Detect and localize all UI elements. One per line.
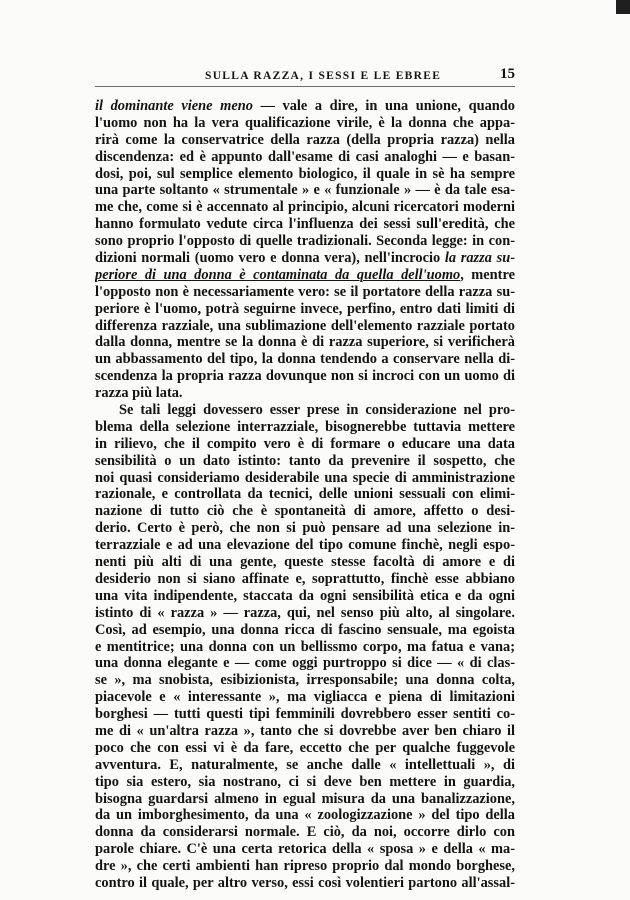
text-segment: un abbassamento del tipo, la donna tendendo a conservare nella di- xyxy=(95,351,515,368)
text-segment: blema della selezione interrazziale, bisognerebbe tuttavia mettere xyxy=(95,418,515,435)
text-line xyxy=(95,706,515,723)
text-line xyxy=(95,351,515,368)
text-line xyxy=(95,605,515,622)
italic-text-segment: periore di una donna è contaminata da quella dell'uomo xyxy=(95,266,461,283)
text-line xyxy=(95,639,515,656)
text-segment: scendenza la propria razza dovunque non si incroci con un uomo di xyxy=(95,368,515,385)
text-segment: dalla donna, mentre se la donna è di razza superiore, si verificherà xyxy=(95,334,515,351)
text-segment: contro il quale, per altro verso, essi così volentieri partono all'assal- xyxy=(95,874,515,891)
text-line xyxy=(95,419,515,436)
text-segment: rirà come la conservatrice della razza (della propria razza) nella xyxy=(95,131,515,148)
text-line xyxy=(95,757,515,774)
text-line xyxy=(95,368,515,385)
text-line xyxy=(95,588,515,605)
text-segment: desiderio non si siano affinate e, soprattutto, finchè esse abbiano xyxy=(95,570,515,587)
text-line xyxy=(95,318,515,335)
text-segment: dosi, poi, sul semplice elemento biologico, il quale in sè ha sempre xyxy=(95,165,515,182)
text-line xyxy=(95,267,515,284)
text-segment: una donna elegante e — come oggi purtroppo si dice — « di clas- xyxy=(95,655,515,672)
text-line xyxy=(95,115,515,132)
text-segment: tipo sia estero, sia nostrano, ci si deve ben mettere in guardia, xyxy=(95,773,515,790)
text-line xyxy=(95,166,515,183)
text-segment: una parte soltanto « strumentale » e « funzionale » — è da tale esa- xyxy=(95,182,515,199)
text-segment: piacevole e « interessante », ma vigliacca e piena di limitazioni xyxy=(95,689,515,706)
text-segment: periore è l'uomo, potrà seguirne invece, perfino, entro dati limiti di xyxy=(95,300,515,317)
text-segment: razza più lata. xyxy=(95,385,183,402)
text-segment: avventura. E, naturalmente, se anche dalle « intellettuali », di xyxy=(95,756,515,773)
text-line xyxy=(95,520,515,537)
text-segment: nenti più alti di una gente, queste stesse facoltà di amore e di xyxy=(95,554,515,571)
text-segment: l'uomo non ha la vera qualificazione virile, è la donna che appa- xyxy=(95,114,515,131)
text-line xyxy=(95,689,515,706)
text-segment: poco che con essi vi è da fare, eccetto che per qualche fuggevole xyxy=(95,739,515,756)
text-segment: noi quasi consideriamo desiderabile una specie di amministrazione xyxy=(95,469,515,486)
text-line xyxy=(95,98,515,115)
body-text xyxy=(95,98,515,892)
text-line xyxy=(95,791,515,808)
text-line xyxy=(95,503,515,520)
text-line xyxy=(95,858,515,875)
text-segment: Se tali leggi dovessero esser prese in considerazione nel pro- xyxy=(119,402,515,419)
text-segment: in rilievo, che il compito vero è di formare o educare una data xyxy=(95,435,515,452)
text-segment: dizioni normali (uomo vero e donna vera), nell'incrocio xyxy=(95,250,445,267)
text-line xyxy=(95,233,515,250)
text-segment: dre », che certi ambienti han ripreso proprio dal mondo borghese, xyxy=(95,858,515,875)
text-line xyxy=(95,537,515,554)
text-line xyxy=(95,402,515,419)
text-line xyxy=(95,132,515,149)
text-line xyxy=(95,554,515,571)
text-segment: Così, ad esempio, una donna ricca di fascino sensuale, ma egoista xyxy=(95,621,515,638)
text-segment: discendenza: ed è appunto dall'esame di casi analoghi — e basan- xyxy=(95,148,515,165)
text-segment: e mentitrice; una donna con un bellissmo corpo, ma fatua e vana; xyxy=(95,638,515,655)
text-segment: terrazziale e ad una elevazione del tipo comune finchè, negli espo- xyxy=(95,537,515,554)
text-segment: bisogna guardarsi almeno in egual misura da una banalizzazione, xyxy=(95,790,515,807)
text-line xyxy=(95,284,515,301)
text-segment: se », ma snobista, esibizionista, irresponsabile; una donna colta, xyxy=(95,672,515,689)
text-segment: donna da considerarsi normale. E ciò, da noi, occorre dirlo con xyxy=(95,824,515,841)
text-line xyxy=(95,486,515,503)
text-segment: , mentre xyxy=(460,266,515,283)
text-segment: derio. Certo è però, che non si può pensare ad una selezione in- xyxy=(95,520,515,537)
text-segment: l'opposto non è necessariamente vero: se il portatore della razza su- xyxy=(95,283,515,300)
text-segment: sensibilità o un dato istinto: tanto da prevenire il sospetto, che xyxy=(95,452,515,469)
text-line xyxy=(95,655,515,672)
text-line xyxy=(95,824,515,841)
italic-text-segment: il dominante viene meno xyxy=(95,98,253,114)
text-segment: sono proprio l'opposto di quelle tradizionali. Seconda legge: in con- xyxy=(95,233,515,250)
text-segment: da un imborghesimento, da una « zoologizzazione » del tipo della xyxy=(95,807,515,824)
text-segment: una vita indipendente, staccata da ogni sensibilità etica e da ogni xyxy=(95,587,515,604)
text-segment: nazione di tutto ciò che è spontaneità di amore, affetto o desi- xyxy=(95,503,515,520)
text-line xyxy=(95,875,515,892)
page-header xyxy=(95,64,515,87)
text-line xyxy=(95,149,515,166)
text-segment: me che, come si è accennato al principio, alcuni ricercatori moderni xyxy=(95,199,515,216)
text-segment: me di « un'altra razza », tanto che si dovrebbe aver ben chiaro il xyxy=(95,722,515,739)
text-segment: parole chiare. C'è una certa retorica della « sposa » e della « ma- xyxy=(95,841,515,858)
text-line xyxy=(95,334,515,351)
text-line xyxy=(95,199,515,216)
page-corner-mark xyxy=(616,0,630,14)
text-line xyxy=(95,250,515,267)
text-segment: razionale, e controllata da tecnici, delle unioni sessuali con elimi- xyxy=(95,486,515,503)
text-line xyxy=(95,807,515,824)
text-segment: differenza razziale, una sublimazione dell'elemento razziale portato xyxy=(95,317,515,334)
text-line xyxy=(95,571,515,588)
page-number: 15 xyxy=(500,66,515,82)
text-line xyxy=(95,740,515,757)
text-line xyxy=(95,216,515,233)
running-head: SULLA RAZZA, I SESSI E LE EBREE xyxy=(205,70,442,82)
text-line xyxy=(95,841,515,858)
text-line xyxy=(95,436,515,453)
text-line xyxy=(95,774,515,791)
text-line xyxy=(95,182,515,199)
text-line xyxy=(95,622,515,639)
text-segment: istinto di « razza » — razza, qui, nel senso più alto, al singolare. xyxy=(95,604,515,621)
text-line xyxy=(95,470,515,487)
text-line xyxy=(95,453,515,470)
italic-text-segment: la razza su- xyxy=(444,250,515,267)
text-segment: hanno formulato vedute circa l'influenza dei sessi sull'eredità, che xyxy=(95,216,515,233)
text-segment: — vale a dire, in una unione, quando xyxy=(252,98,515,114)
text-line xyxy=(95,301,515,318)
text-segment: borghesi — tutti questi tipi femminili dovrebbero esser sentiti co- xyxy=(95,706,515,723)
text-line xyxy=(95,385,515,402)
text-line xyxy=(95,723,515,740)
text-line xyxy=(95,672,515,689)
